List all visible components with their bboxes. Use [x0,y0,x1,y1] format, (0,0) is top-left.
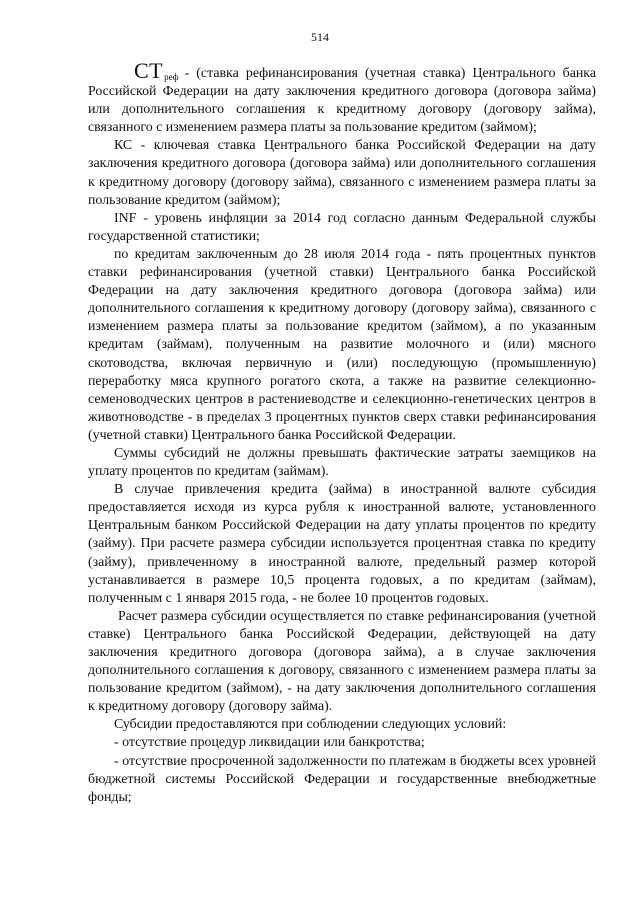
formula-symbol: СТ [134,58,164,83]
formula-subscript: реф [164,72,179,82]
paragraph-subsidy-limit: Суммы субсидий не должны превышать фактические затраты заемщиков на уплату процентов по кредитам (займам). [88,445,596,480]
formula-definition-text: - (ставка рефинансирования (учетная ставка) Центрального банка Российской Федерации на дату заключения кредитного договора (договора займа) или дополнительного соглашения к кредитному договору (договору займа), связанного с изменением размера платы за пользование кредитом (займом); [88,66,596,136]
paragraph-key-rate: КС - ключевая ставка Центрального банка Российской Федерации на дату заключения кредитного договора (договора займа) или дополнительного соглашения к кредитному договору (договору займа), связанного с изменением размера платы за пользование кредитом (займом); [88,138,596,208]
document-body [88,58,596,807]
paragraph-conditions-intro: Субсидии предоставляются при соблюдении следующих условий: [114,717,507,733]
paragraph-calculation: Расчет размера субсидии осуществляется по ставке рефинансирования (учетной ставке) Центрального банка Российской Федерации, действующей на дату заключения кредитного договора (договора займа), а в случае заключения дополнительного соглашения к договору, связанного с изменением размера платы за пользование кредитом (займом), - на дату заключения дополнительного соглашения к кредитному договору (договору займа). [88,608,596,715]
formula-definition-paragraph [88,58,596,137]
paragraph-inflation: INF - уровень инфляции за 2014 год согласно данным Федеральной службы государственной статистики; [88,210,596,244]
paragraph-condition-arrears: - отсутствие просроченной задолженности по платежам в бюджеты всех уровней бюджетной системы Российской Федерации и государственные внебюджетные фонды; [88,753,596,805]
paragraph-credit-terms: по кредитам заключенным до 28 июля 2014 года - пять процентных пунктов ставки рефинансирования (учетной ставки) Центрального банка Российской Федерации на дату заключения кредитного договора (договора займа) или дополнительного соглашения к кредитному договору (договору займа), связанного с изменением размера платы за пользование кредитом (займом), а по указанным кредитам (займам), полученным на развитие молочного и (или) мясного скотоводства, включая первичную и (или) последующую (промышленную) переработку мяса крупного рогатого скота, а также на развитие селекционно-семеноводческих центров в растениеводстве и селекционно-генетических центров в животноводстве - в пределах 3 процентных пунктов сверх ставки рефинансирования (учетной ставки) Центрального банка Российской Федерации. [88,246,596,443]
paragraph-condition-liquidation: - отсутствие процедур ликвидации или банкротства; [114,735,425,751]
page-number: 514 [311,30,329,44]
paragraph-foreign-currency: В случае привлечения кредита (займа) в иностранной валюте субсидия предоставляется исходя из курса рубля к иностранной валюте, установленного Центральным банком Российской Федерации на дату уплаты процентов по кредиту (займу). При расчете размера субсидии используется процентная ставка по кредиту (займу), привлеченному в иностранной валюте, предельный размер которой устанавливается в размере 10,5 процента годовых, а по кредитам (займам), полученным с 1 января 2015 года, - не более 10 процентов годовых. [88,482,596,606]
